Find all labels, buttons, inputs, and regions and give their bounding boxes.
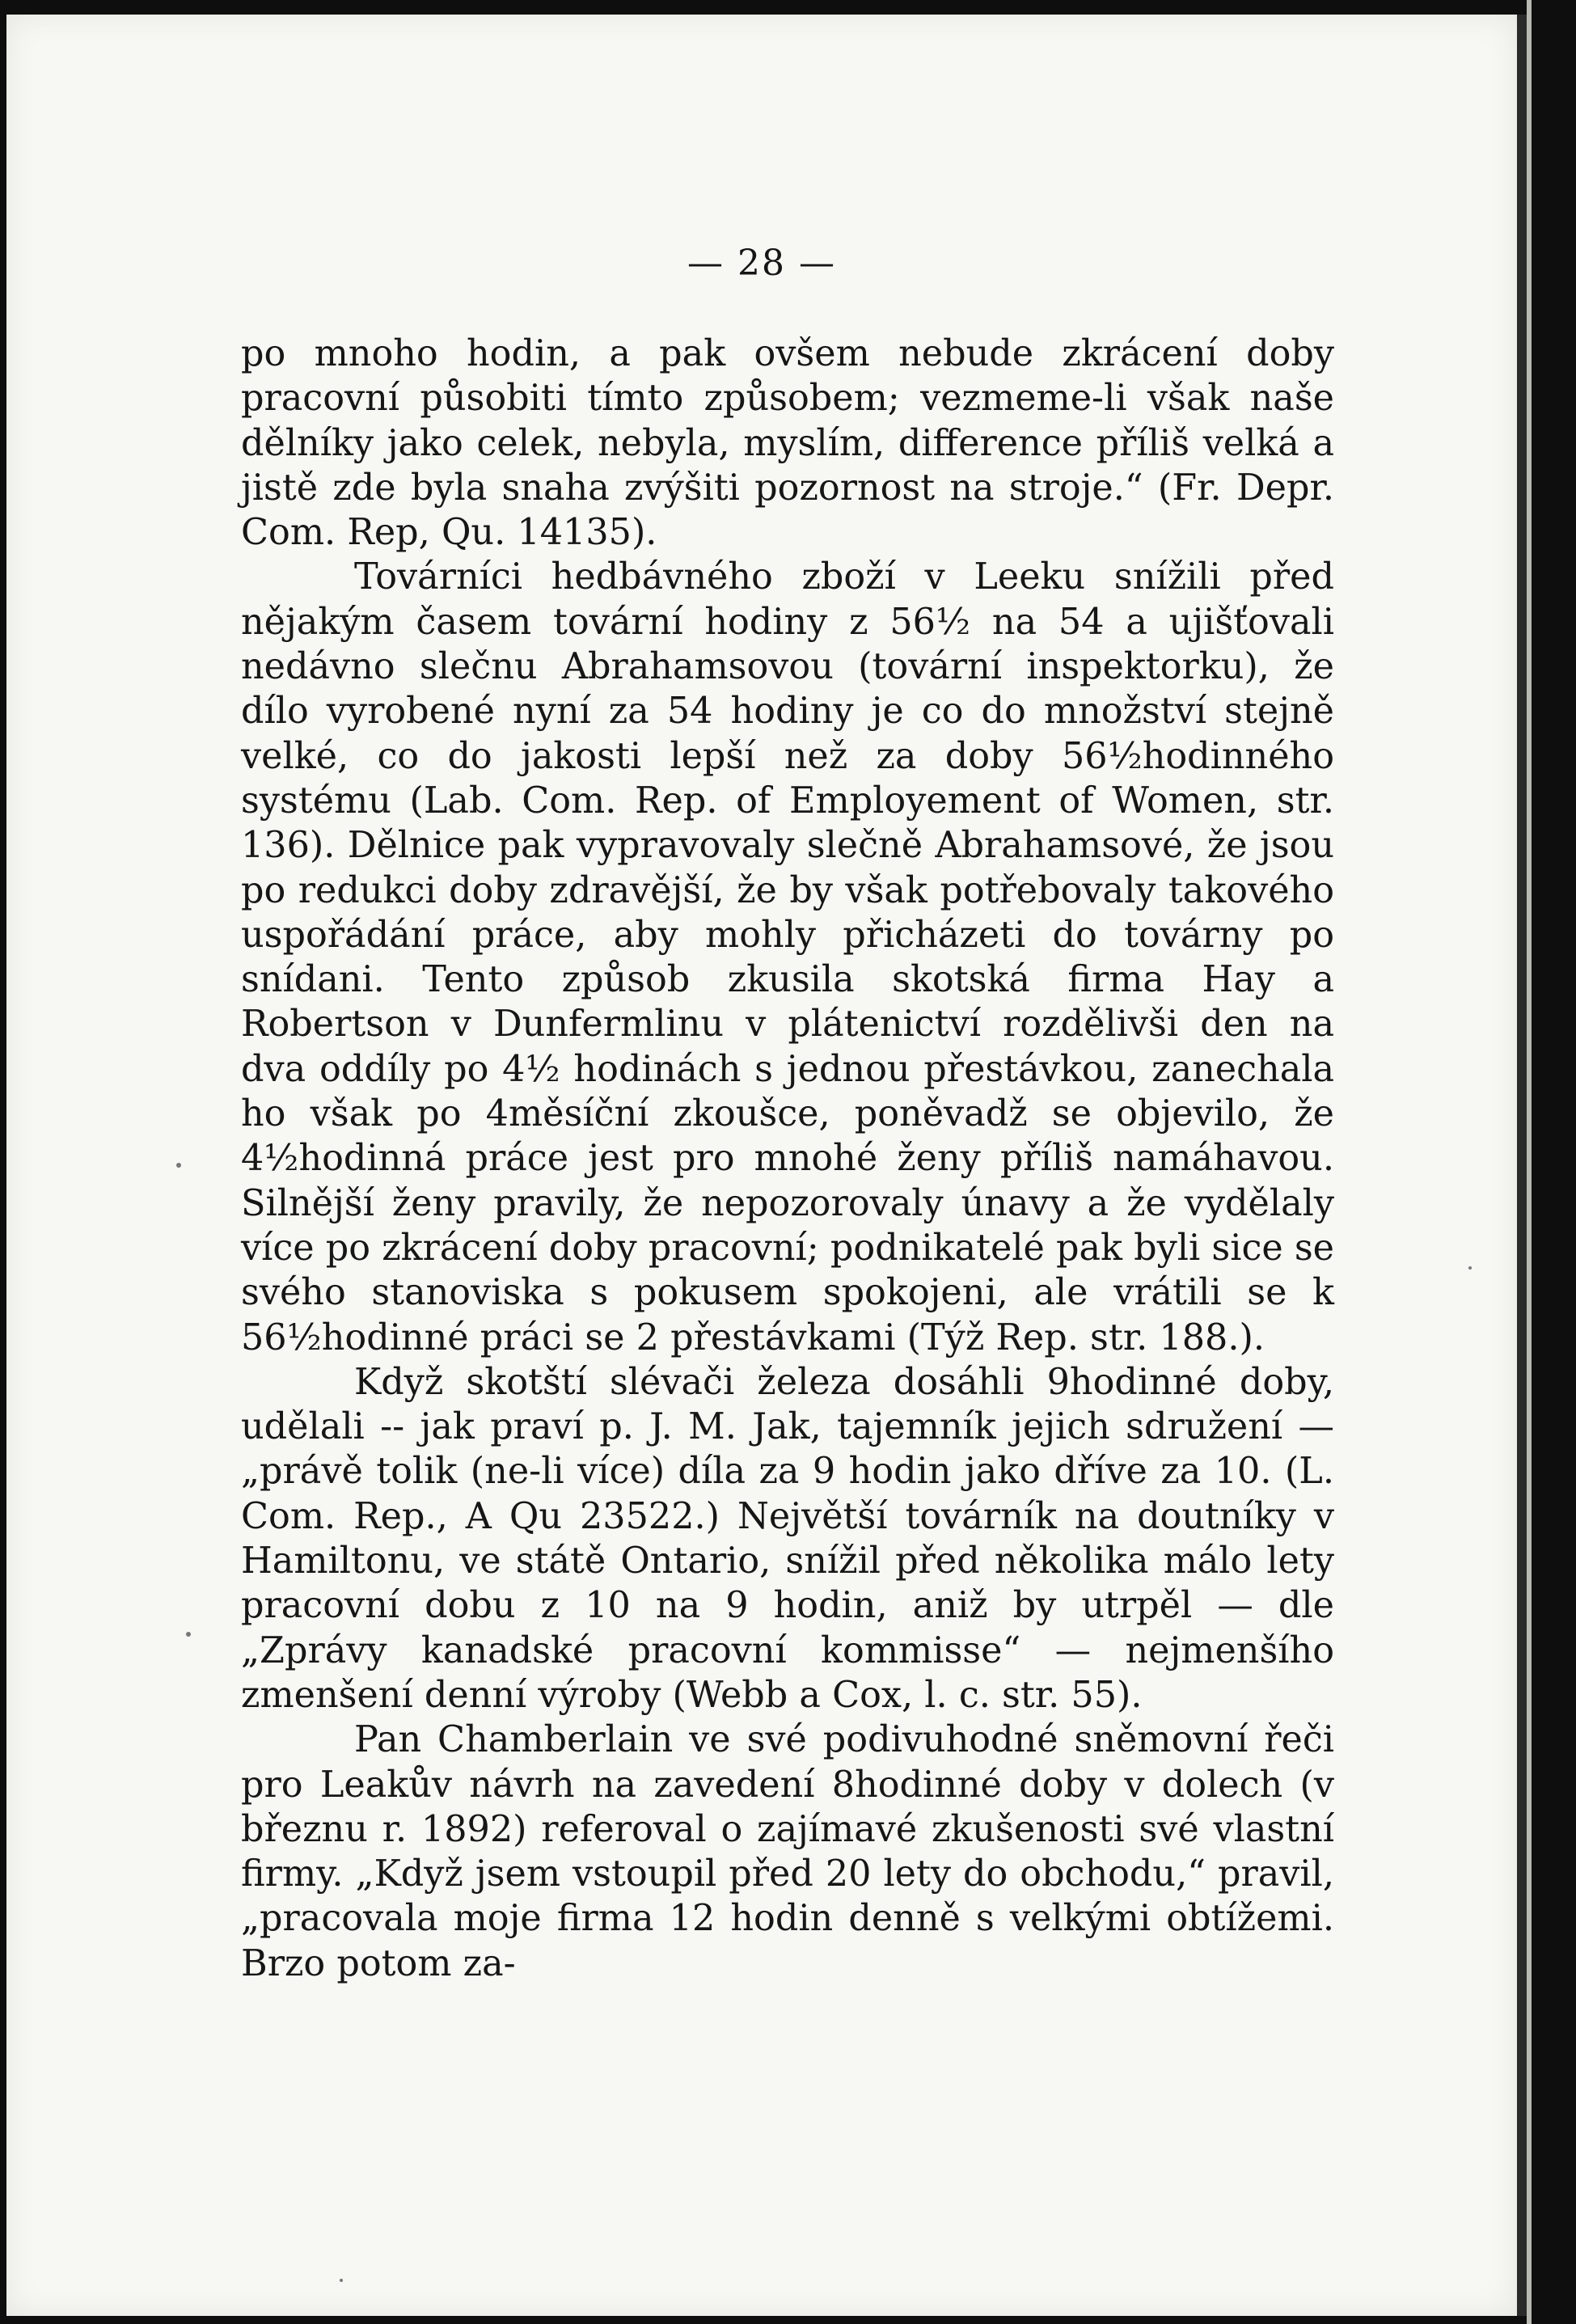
paragraph-text: Když skotští slévači železa dosáhli 9hodinné doby, udělali -- jak praví p. J. M. Jak, tajemník jejich sdružení — „právě tolik (ne-li více) díla za 9 hodin jako dříve za 10. (L. Com. Rep., A Qu 23522.) Největší továrník na doutníky v Hamiltonu, ve státě Ontario, snížil před několika málo lety pracovní dobu z 10 na 9 hodin, aniž by utrpěl — dle „Zprávy kanadské pracovní kommisse“ — nejmenšího zmenšení denní výroby (Webb a Cox, l. c. str. 55).: [241, 1361, 1334, 1716]
scan-speck: [340, 2279, 343, 2282]
paragraph-continuation: [241, 332, 1334, 555]
paragraph-iron-founders: [241, 1360, 1334, 1718]
book-page: [6, 15, 1517, 2316]
page-right-edge-shadow: [1517, 15, 1527, 2316]
scan-speck: [186, 1632, 191, 1637]
page-number: — 28 —: [687, 243, 836, 284]
paragraph-text: Továrníci hedbávného zboží v Leeku snížili před nějakým časem tovární hodiny z 56½ na 54 a ujišťovali nedávno slečnu Abrahamsovou (tovární inspektorku), že dílo vyrobené nyní za 54 hodiny je co do množství stejně velké, co do jakosti lepší než za doby 56½hodinného systému (Lab. Com. Rep. of Employement of Women, str. 136). Dělnice pak vypravovaly slečně Abrahamsové, že jsou po redukci doby zdravější, že by však potřebovaly takového uspořádání práce, aby mohly přicházeti do továrny po snídani. Tento způsob zkusila skotská firma Hay a Robertson v Dunfermlinu v plátenictví rozdělivši den na dva oddíly po 4½ hodinách s jednou přestávkou, zanechala ho však po 4měsíční zkoušce, poněvadž se objevilo, že 4½hodinná práce jest pro mnohé ženy příliš namáhavou. Silnější ženy pravily, že nepozorovaly únavy a že vydělaly více po zkrácení doby pracovní; podnikatelé pak byli sice se svého stanoviska s pokusem spokojeni, ale vrátili se k 56½hodinné práci se 2 přestávkami (Týž Rep. str. 188.).: [241, 556, 1335, 1358]
paragraph-text: Pan Chamberlain ve své podivuhodné sněmovní řeči pro Leakův návrh na zavedení 8hodinné doby v dolech (v březnu r. 1892) referoval o zajímavé zkušenosti své vlastní firmy. „Když jsem vstoupil před 20 lety do obchodu,“ pravil, „pracovala moje firma 12 hodin denně s velkými obtížemi. Brzo potom za-: [241, 1719, 1334, 1984]
page-body: [241, 332, 1334, 1986]
paragraph-text: po mnoho hodin, a pak ovšem nebude zkrácení doby pracovní působiti tímto způsobem; vezmeme-li však naše dělníky jako celek, nebyla, myslím, difference příliš velká a jistě zde byla snaha zvýšiti pozornost na stroje.“ (Fr. Depr. Com. Rep, Qu. 14135).: [241, 333, 1334, 554]
paragraph-chamberlain: [241, 1718, 1334, 1986]
paragraph-silk-manufacturers: [241, 555, 1334, 1359]
page-right-edge-line: [1527, 0, 1532, 2324]
scan-speck: [1468, 1266, 1472, 1270]
scan-speck: [176, 1163, 181, 1168]
